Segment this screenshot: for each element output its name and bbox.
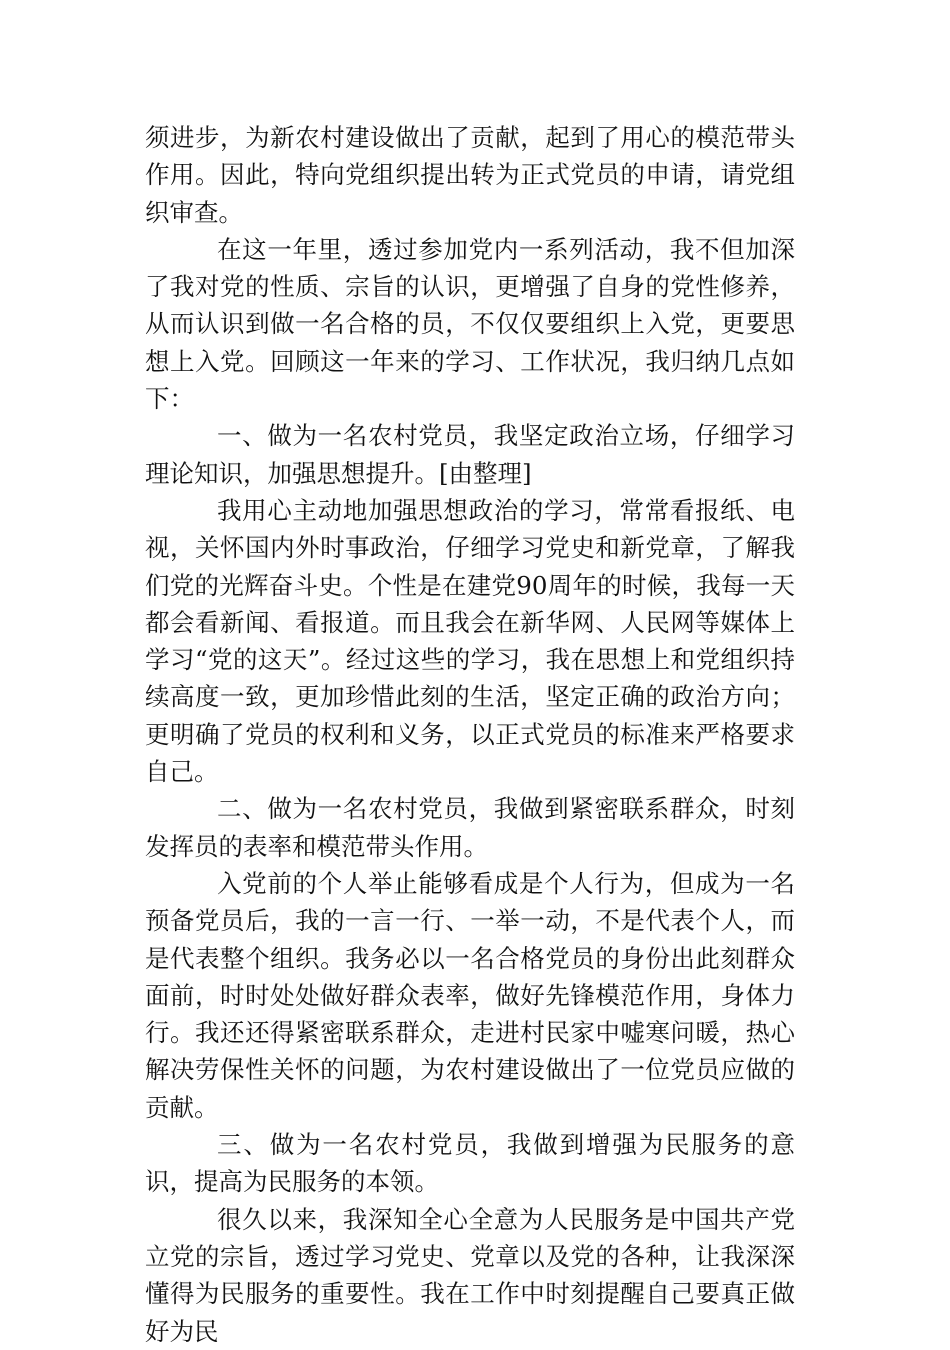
document-body [145,119,795,1350]
paragraph-point-two: 入党前的个人举止能够看成是个人行为，但成为一名预备党员后，我的一言一行、一举一动，不是代表个人，而是代表整个组织。我务必以一名合格党员的身份出此刻群众面前，时时处处做好群众表率，做好先锋模范作用，身体力行。我还还得紧密联系群众，走进村民家中嘘寒问暖，热心解决劳保性关怀的问题，为农村建设做出了一位党员应做的贡献。 [145,868,795,1122]
paragraph-intro: 在这一年里，透过参加党内一系列活动，我不但加深了我对党的性质、宗旨的认识，更增强了自身的党性修养，从而认识到做一名合格的员，不仅仅要组织上入党，更要思想上入党。回顾这一年来的学习、工作状况，我归纳几点如下： [145,234,795,414]
paragraph-continuation: 须进步，为新农村建设做出了贡献，起到了用心的模范带头作用。因此，特向党组织提出转为正式党员的申请，请党组织审查。 [145,123,795,227]
heading-point-one: 一、做为一名农村党员，我坚定政治立场，仔细学习理论知识，加强思想提升。[由整理] [145,421,795,488]
paragraph-point-three: 很久以来，我深知全心全意为人民服务是中国共产党立党的宗旨，透过学习党史、党章以及党的各种，让我深深懂得为民服务的重要性。我在工作中时刻提醒自己要真正做好为民 [145,1204,795,1346]
heading-point-three: 三、做为一名农村党员，我做到增强为民服务的意识，提高为民服务的本领。 [145,1130,795,1197]
heading-point-two: 二、做为一名农村党员，我做到紧密联系群众，时刻发挥员的表率和模范带头作用。 [145,794,795,861]
paragraph-point-one: 我用心主动地加强思想政治的学习，常常看报纸、电视，关怀国内外时事政治，仔细学习党史和新党章，了解我们党的光辉奋斗史。个性是在建党90周年的时候，我每一天都会看新闻、看报道。而且我会在新华网、人民网等媒体上学习“党的这天”。经过这些的学习，我在思想上和党组织持续高度一致，更加珍惜此刻的生活，坚定正确的政治方向；更明确了党员的权利和义务，以正式党员的标准来严格要求自己。 [145,495,795,787]
